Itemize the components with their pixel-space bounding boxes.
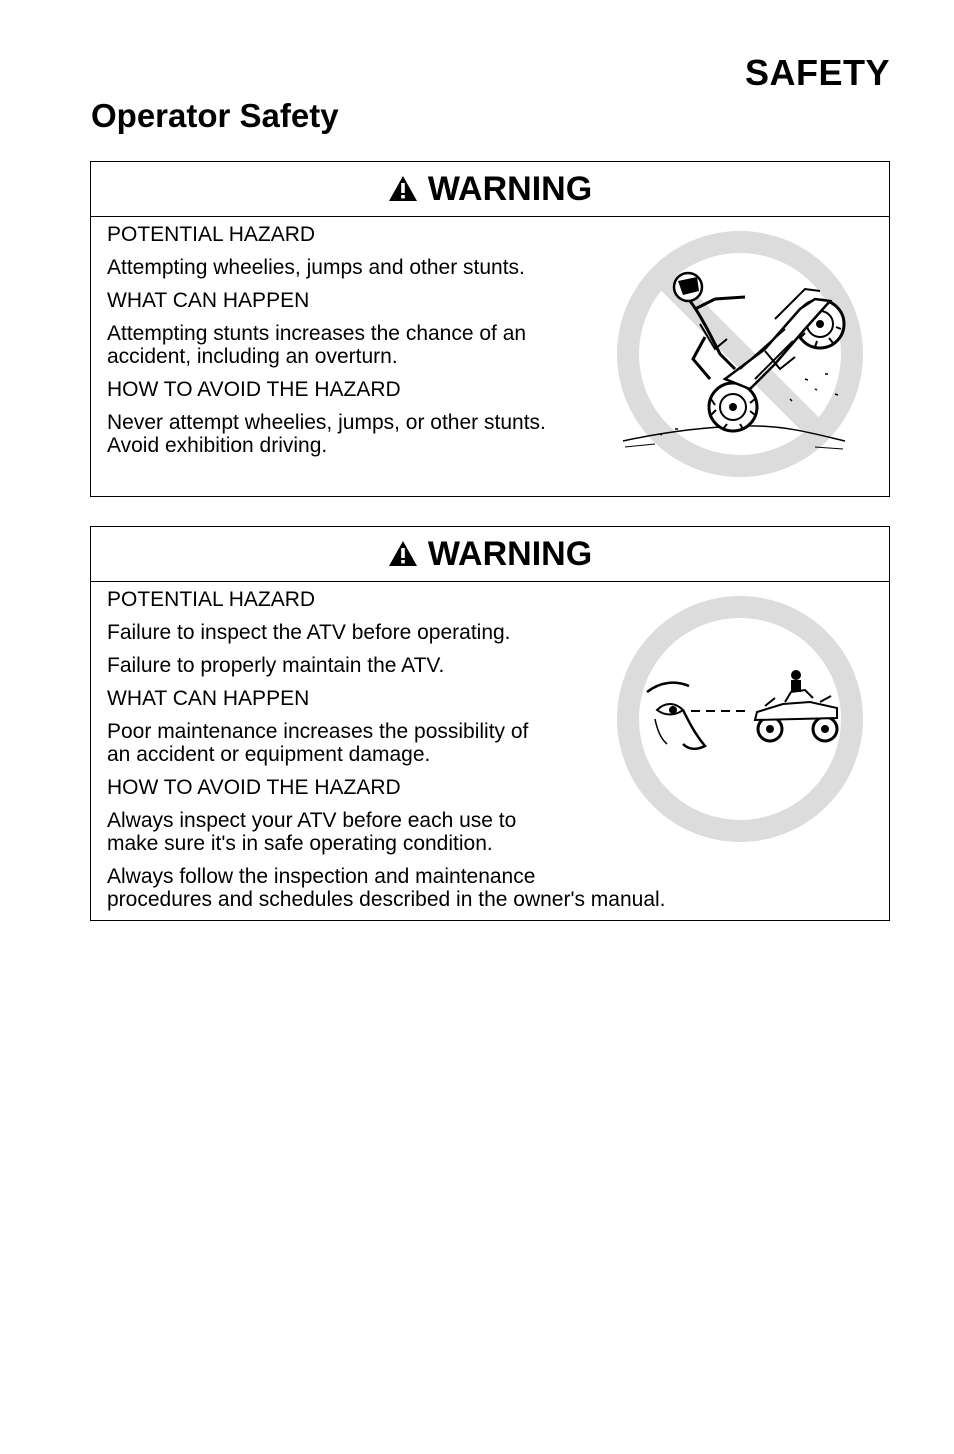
consequence-text: Poor maintenance increases the possibility of (107, 720, 529, 743)
avoid-text: Always inspect your ATV before each use to (107, 809, 517, 832)
warning-triangle-icon (388, 175, 418, 202)
page-heading: Operator Safety (91, 97, 339, 134)
inspect-atv-eye-icon (615, 594, 865, 844)
avoid-text: Always follow the inspection and maintenance (107, 865, 536, 888)
warning-triangle-icon (388, 540, 418, 567)
warning-body (91, 217, 889, 457)
consequence-text: accident, including an overturn. (107, 345, 398, 368)
no-stunts-atv-wheelie-icon (615, 229, 865, 479)
avoid-text: make sure it's in safe operating condition. (107, 832, 493, 855)
consequence-text: an accident or equipment damage. (107, 743, 431, 766)
warning-title: WARNING (427, 534, 593, 573)
hazard-text: Attempting wheelies, jumps and other stunts. (107, 256, 525, 279)
avoid-label: HOW TO AVOID THE HAZARD (107, 776, 401, 799)
avoid-label: HOW TO AVOID THE HAZARD (107, 378, 401, 401)
warning-header (91, 527, 889, 582)
hazard-label: POTENTIAL HAZARD (107, 588, 316, 611)
consequence-text: Attempting stunts increases the chance of an (107, 322, 527, 345)
warning-title: WARNING (427, 169, 593, 208)
consequence-label: WHAT CAN HAPPEN (107, 289, 310, 312)
hazard-text: Failure to properly maintain the ATV. (107, 654, 445, 677)
warning-box-inspection (90, 526, 890, 921)
avoid-text: procedures and schedules described in the owner's manual. (107, 888, 666, 911)
hazard-text: Failure to inspect the ATV before operating. (107, 621, 511, 644)
hazard-label: POTENTIAL HAZARD (107, 223, 316, 246)
section-title: SAFETY (744, 52, 890, 93)
warning-body (91, 582, 889, 911)
warning-header (91, 162, 889, 217)
warning-box-stunts (90, 161, 890, 497)
avoid-text: Never attempt wheelies, jumps, or other stunts. (107, 411, 546, 434)
consequence-label: WHAT CAN HAPPEN (107, 687, 310, 710)
avoid-text: Avoid exhibition driving. (107, 434, 328, 457)
